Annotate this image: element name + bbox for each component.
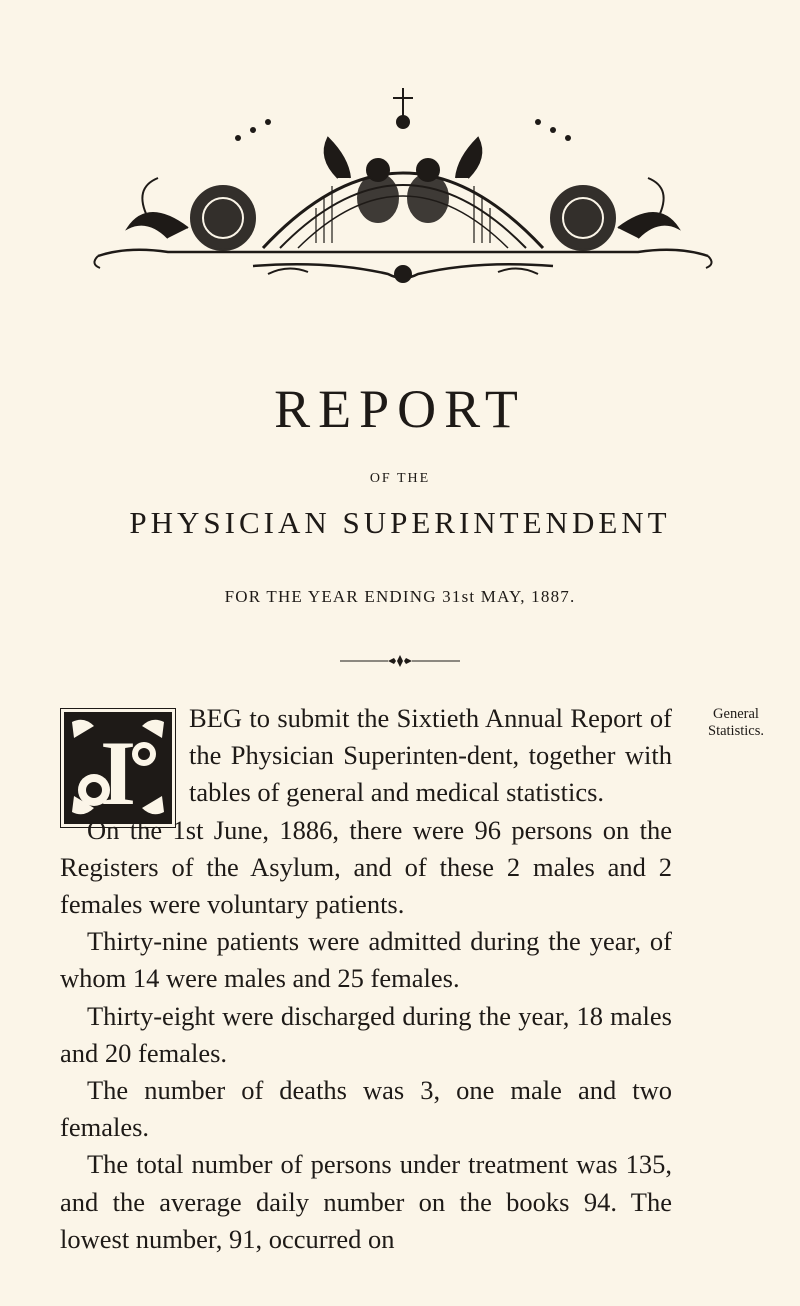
margin-note-line2: Statistics. [708,723,764,739]
report-title: REPORT [274,379,526,439]
headpiece-ornament-icon [88,78,718,284]
drop-cap-letter: I [100,722,136,824]
year-line: FOR THE YEAR ENDING 31st MAY, 1887. [224,587,576,606]
paragraph-intro: BEG to submit the Sixtieth Annual Report of the Physician Superinten-dent, together with tables of general and medical statistics. [189,703,672,808]
paragraph-deaths: The number of deaths was 3, one male and two females. [60,1075,672,1143]
office-title: PHYSICIAN SUPERINTENDENT [129,505,671,540]
of-the-label: OF THE [369,471,431,486]
divider-ornament-icon [340,654,460,668]
paragraph-registers: On the 1st June, 1886, there were 96 persons on the Registers of the Asylum, and of these 2 males and 2 females were voluntary patients. [60,814,672,920]
margin-note-line1: General [713,706,759,722]
margin-note [676,706,796,740]
paragraph-totals: The total number of persons under treatment was 135, and the average daily number on the books 94. The lowest number, 91, occurred on [60,1149,672,1254]
paragraph-admissions: Thirty-nine patients were admitted during the year, of whom 14 were males and 25 females. [60,926,672,994]
report-body [60,700,672,1258]
paragraph-discharges: Thirty-eight were discharged during the year, 18 males and 20 females. [60,1000,672,1068]
